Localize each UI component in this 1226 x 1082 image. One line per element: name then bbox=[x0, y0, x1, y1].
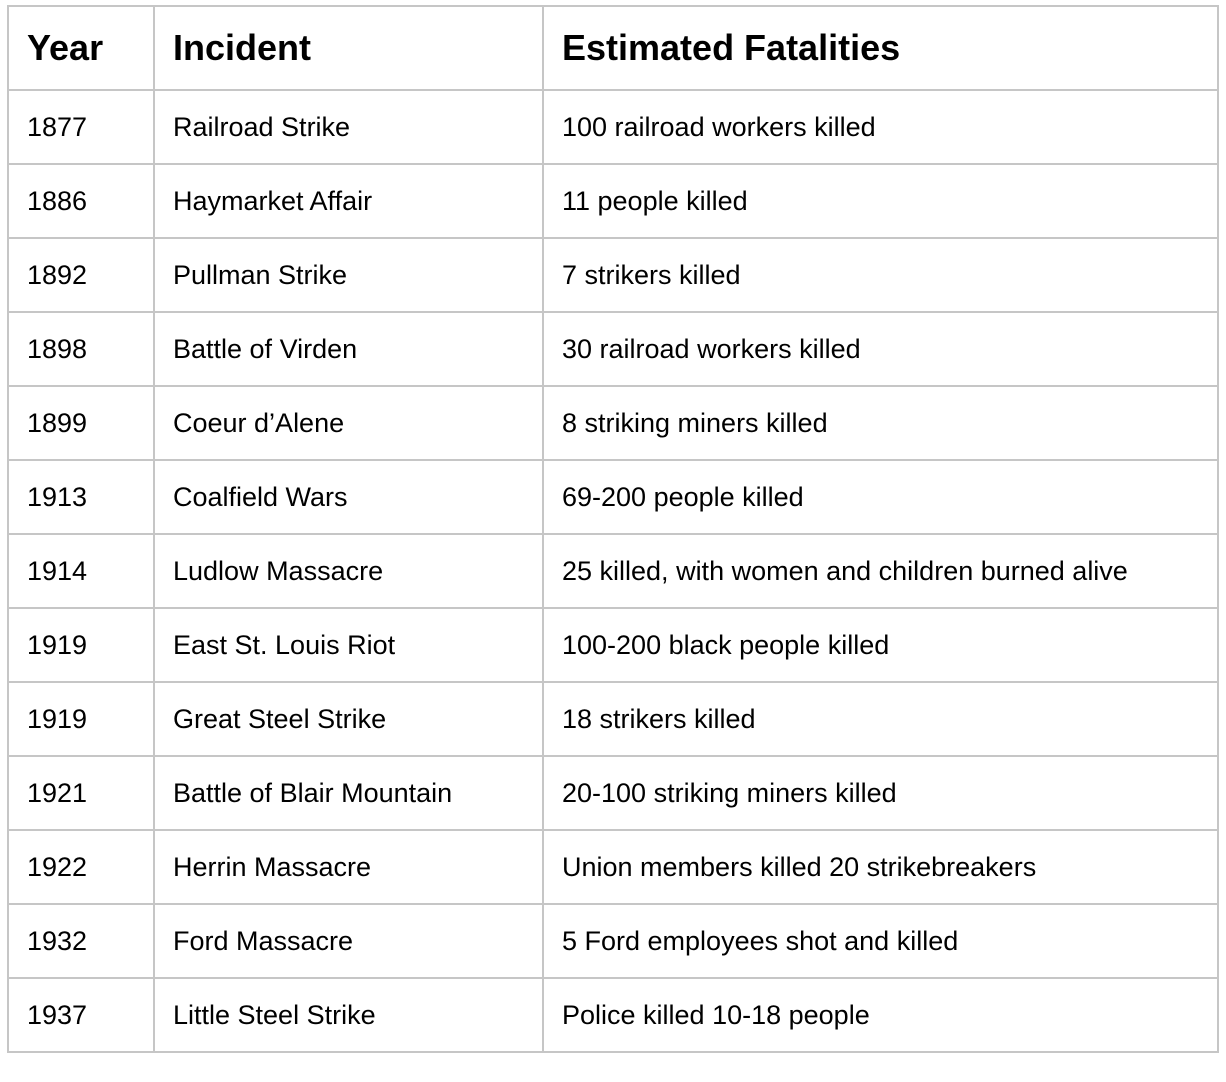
table-row bbox=[8, 682, 1218, 756]
cell-fatalities: 11 people killed bbox=[543, 164, 1218, 238]
cell-year: 1913 bbox=[8, 460, 154, 534]
cell-incident: Haymarket Affair bbox=[154, 164, 543, 238]
cell-fatalities: 18 strikers killed bbox=[543, 682, 1218, 756]
cell-year: 1921 bbox=[8, 756, 154, 830]
cell-incident: Ludlow Massacre bbox=[154, 534, 543, 608]
cell-incident: Great Steel Strike bbox=[154, 682, 543, 756]
table-container bbox=[7, 5, 1219, 1053]
table-row bbox=[8, 312, 1218, 386]
table-row bbox=[8, 90, 1218, 164]
cell-incident: Coalfield Wars bbox=[154, 460, 543, 534]
header-incident: Incident bbox=[154, 6, 543, 90]
table-row bbox=[8, 904, 1218, 978]
cell-incident: Battle of Blair Mountain bbox=[154, 756, 543, 830]
cell-fatalities: Police killed 10-18 people bbox=[543, 978, 1218, 1052]
cell-year: 1919 bbox=[8, 608, 154, 682]
header-row bbox=[8, 6, 1218, 90]
cell-fatalities: 7 strikers killed bbox=[543, 238, 1218, 312]
cell-year: 1937 bbox=[8, 978, 154, 1052]
cell-incident: Pullman Strike bbox=[154, 238, 543, 312]
cell-fatalities: 100-200 black people killed bbox=[543, 608, 1218, 682]
cell-year: 1898 bbox=[8, 312, 154, 386]
table-row bbox=[8, 756, 1218, 830]
table-row bbox=[8, 238, 1218, 312]
cell-fatalities: 25 killed, with women and children burned alive bbox=[543, 534, 1218, 608]
cell-year: 1892 bbox=[8, 238, 154, 312]
cell-incident: East St. Louis Riot bbox=[154, 608, 543, 682]
cell-fatalities: 5 Ford employees shot and killed bbox=[543, 904, 1218, 978]
cell-year: 1919 bbox=[8, 682, 154, 756]
table-row bbox=[8, 978, 1218, 1052]
cell-year: 1932 bbox=[8, 904, 154, 978]
labor-incidents-table bbox=[7, 5, 1219, 1053]
cell-fatalities: Union members killed 20 strikebreakers bbox=[543, 830, 1218, 904]
cell-incident: Railroad Strike bbox=[154, 90, 543, 164]
cell-fatalities: 100 railroad workers killed bbox=[543, 90, 1218, 164]
cell-fatalities: 8 striking miners killed bbox=[543, 386, 1218, 460]
header-year: Year bbox=[8, 6, 154, 90]
table-row bbox=[8, 534, 1218, 608]
cell-fatalities: 69-200 people killed bbox=[543, 460, 1218, 534]
header-estimated-fatalities: Estimated Fatalities bbox=[543, 6, 1218, 90]
cell-incident: Ford Massacre bbox=[154, 904, 543, 978]
cell-fatalities: 20-100 striking miners killed bbox=[543, 756, 1218, 830]
table-row bbox=[8, 164, 1218, 238]
cell-year: 1914 bbox=[8, 534, 154, 608]
table-row bbox=[8, 460, 1218, 534]
table-row bbox=[8, 386, 1218, 460]
cell-incident: Coeur d’Alene bbox=[154, 386, 543, 460]
cell-year: 1877 bbox=[8, 90, 154, 164]
table-body bbox=[8, 90, 1218, 1052]
table-row bbox=[8, 830, 1218, 904]
cell-incident: Herrin Massacre bbox=[154, 830, 543, 904]
cell-incident: Little Steel Strike bbox=[154, 978, 543, 1052]
cell-year: 1899 bbox=[8, 386, 154, 460]
cell-fatalities: 30 railroad workers killed bbox=[543, 312, 1218, 386]
table-header bbox=[8, 6, 1218, 90]
cell-year: 1886 bbox=[8, 164, 154, 238]
cell-year: 1922 bbox=[8, 830, 154, 904]
table-row bbox=[8, 608, 1218, 682]
cell-incident: Battle of Virden bbox=[154, 312, 543, 386]
